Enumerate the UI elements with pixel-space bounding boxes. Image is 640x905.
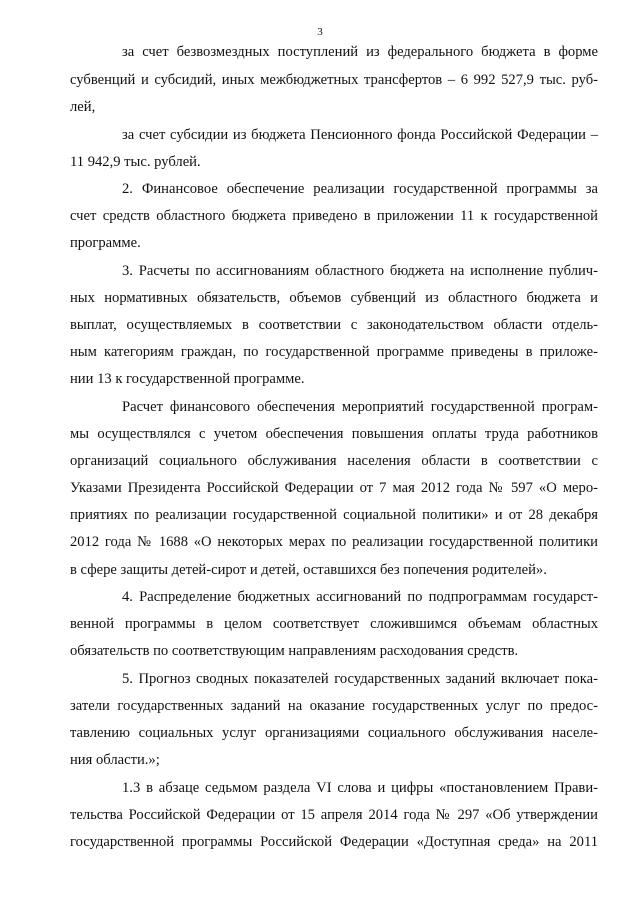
text-line: счет средств областного бюджета приведено в приложении 11 к государственной	[70, 208, 598, 224]
text-line: Расчет финансового обеспечения мероприятий государственной програм-	[122, 399, 598, 415]
text-line: обязательств по соответствующим направлениям расходования средств.	[70, 643, 519, 659]
text-line: тельства Российской Федерации от 15 апреля 2014 года № 297 «Об утверждении	[70, 807, 598, 823]
text-line: государственной программы Российской Федерации «Доступная среда» на 2011	[70, 834, 598, 850]
text-line: 3. Расчеты по ассигнованиям областного бюджета на исполнение публич-	[122, 263, 598, 279]
text-line: организаций социального обслуживания населения области в соответствии с	[70, 453, 598, 469]
text-line: в сфере защиты детей-сирот и детей, оставшихся без попечения родителей».	[70, 562, 547, 578]
text-line: 1.3 в абзаце седьмом раздела VI слова и цифры «постановлением Прави-	[122, 780, 598, 796]
text-line: 2. Финансовое обеспечение реализации государственной программы за	[122, 181, 598, 197]
text-line: ных нормативных обязательств, объемов субвенций из областного бюджета и	[70, 290, 598, 306]
text-line: ния области.»;	[70, 752, 160, 768]
text-line: мы осуществлялся с учетом обеспечения повышения оплаты труда работников	[70, 426, 598, 442]
text-line: тавлению социальных услуг организациями социального обслуживания населе-	[70, 725, 598, 741]
text-line: программе.	[70, 235, 141, 251]
page-number: 3	[317, 26, 323, 38]
text-line: Указами Президента Российской Федерации от 7 мая 2012 года № 597 «О меро-	[70, 480, 598, 496]
text-line: лей,	[70, 99, 96, 115]
text-line: 4. Распределение бюджетных ассигнований по подпрограммам государст-	[122, 589, 598, 605]
text-line: затели государственных заданий на оказание государственных услуг по предос-	[70, 698, 598, 714]
text-line: выплат, осуществляемых в соответствии с законодательством области отдель-	[70, 317, 598, 333]
text-line: венной программы в целом соответствует сложившимся объемам областных	[70, 616, 598, 632]
text-line: нии 13 к государственной программе.	[70, 371, 305, 387]
text-line: ным категориям граждан, по государственной программе приведены в приложе-	[70, 344, 598, 360]
text-line: 5. Прогноз сводных показателей государственных заданий включает пока-	[122, 671, 598, 687]
text-line: 11 942,9 тыс. рублей.	[70, 154, 201, 170]
text-line: за счет субсидии из бюджета Пенсионного фонда Российской Федерации –	[122, 127, 598, 143]
text-line: субвенций и субсидий, иных межбюджетных трансфертов – 6 992 527,9 тыс. руб-	[70, 72, 598, 88]
text-line: 2012 года № 1688 «О некоторых мерах по реализации государственной политики	[70, 534, 598, 550]
text-line: приятиях по реализации государственной социальной политики» и от 28 декабря	[70, 507, 598, 523]
text-line: за счет безвозмездных поступлений из федерального бюджета в форме	[122, 44, 598, 60]
